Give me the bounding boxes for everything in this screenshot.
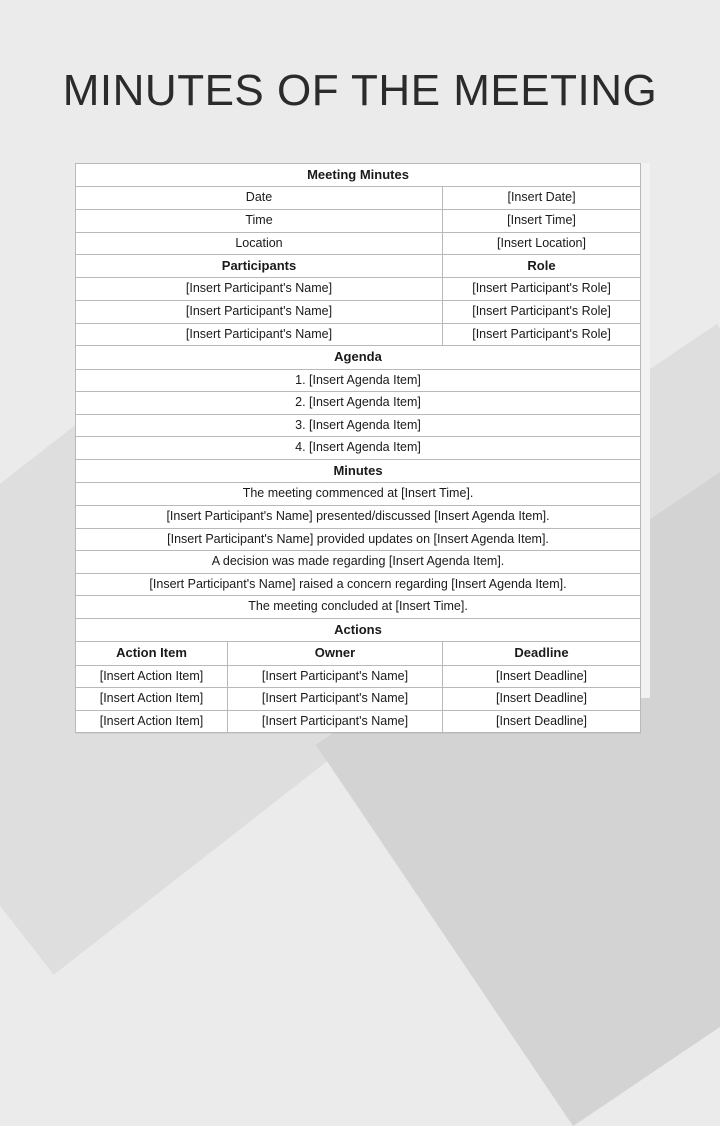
deadline-column-header: Deadline: [443, 642, 641, 665]
participant-role[interactable]: [Insert Participant's Role]: [443, 323, 641, 346]
info-value-location[interactable]: [Insert Location]: [443, 232, 641, 255]
table-title: Meeting Minutes: [76, 164, 641, 187]
table-row-participants-head: [76, 255, 641, 278]
action-deadline[interactable]: [Insert Deadline]: [443, 710, 641, 733]
table-row: [76, 392, 641, 415]
table-row: [76, 414, 641, 437]
table-row: [76, 596, 641, 619]
table-row: [76, 301, 641, 324]
info-label-time: Time: [76, 209, 443, 232]
table-row: [76, 323, 641, 346]
table-row-actions-columns: [76, 642, 641, 665]
table-row: [76, 710, 641, 733]
table-row: [76, 369, 641, 392]
action-item[interactable]: [Insert Action Item]: [76, 710, 228, 733]
minutes-section-title: Minutes: [76, 460, 641, 483]
table-row: [76, 505, 641, 528]
table-row: [76, 232, 641, 255]
participant-role[interactable]: [Insert Participant's Role]: [443, 278, 641, 301]
minutes-line[interactable]: The meeting concluded at [Insert Time].: [76, 596, 641, 619]
agenda-item[interactable]: 4. [Insert Agenda Item]: [76, 437, 641, 460]
minutes-line[interactable]: [Insert Participant's Name] presented/discussed [Insert Agenda Item].: [76, 505, 641, 528]
role-column-header: Role: [443, 255, 641, 278]
actions-section-title: Actions: [76, 619, 641, 642]
agenda-section-title: Agenda: [76, 346, 641, 369]
minutes-line[interactable]: The meeting commenced at [Insert Time].: [76, 483, 641, 506]
table-row-header: [76, 164, 641, 187]
participant-role[interactable]: [Insert Participant's Role]: [443, 301, 641, 324]
participant-name[interactable]: [Insert Participant's Name]: [76, 278, 443, 301]
minutes-line[interactable]: [Insert Participant's Name] provided updates on [Insert Agenda Item].: [76, 528, 641, 551]
info-label-location: Location: [76, 232, 443, 255]
minutes-line[interactable]: A decision was made regarding [Insert Agenda Item].: [76, 551, 641, 574]
action-owner[interactable]: [Insert Participant's Name]: [228, 710, 443, 733]
participant-name[interactable]: [Insert Participant's Name]: [76, 323, 443, 346]
action-item[interactable]: [Insert Action Item]: [76, 665, 228, 688]
agenda-item[interactable]: 3. [Insert Agenda Item]: [76, 414, 641, 437]
table-row: [76, 187, 641, 210]
sheet-edge: [640, 163, 650, 698]
minutes-line[interactable]: [Insert Participant's Name] raised a concern regarding [Insert Agenda Item].: [76, 573, 641, 596]
action-owner[interactable]: [Insert Participant's Name]: [228, 665, 443, 688]
action-deadline[interactable]: [Insert Deadline]: [443, 665, 641, 688]
agenda-item[interactable]: 2. [Insert Agenda Item]: [76, 392, 641, 415]
table-row-minutes-head: [76, 460, 641, 483]
table-row: [76, 483, 641, 506]
table-row: [76, 437, 641, 460]
table-row: [76, 209, 641, 232]
table-row: [76, 278, 641, 301]
participant-name[interactable]: [Insert Participant's Name]: [76, 301, 443, 324]
action-item[interactable]: [Insert Action Item]: [76, 688, 228, 711]
minutes-table-wrapper: [75, 163, 640, 733]
owner-column-header: Owner: [228, 642, 443, 665]
table-row-actions-head: [76, 619, 641, 642]
agenda-item[interactable]: 1. [Insert Agenda Item]: [76, 369, 641, 392]
info-label-date: Date: [76, 187, 443, 210]
info-value-time[interactable]: [Insert Time]: [443, 209, 641, 232]
table-row: [76, 551, 641, 574]
action-owner[interactable]: [Insert Participant's Name]: [228, 688, 443, 711]
action-item-column-header: Action Item: [76, 642, 228, 665]
page-title: MINUTES OF THE MEETING: [62, 66, 658, 115]
minutes-table: [75, 163, 641, 733]
table-row: [76, 573, 641, 596]
participants-column-header: Participants: [76, 255, 443, 278]
table-row: [76, 688, 641, 711]
table-row: [76, 528, 641, 551]
info-value-date[interactable]: [Insert Date]: [443, 187, 641, 210]
action-deadline[interactable]: [Insert Deadline]: [443, 688, 641, 711]
table-row: [76, 665, 641, 688]
table-row-agenda-head: [76, 346, 641, 369]
